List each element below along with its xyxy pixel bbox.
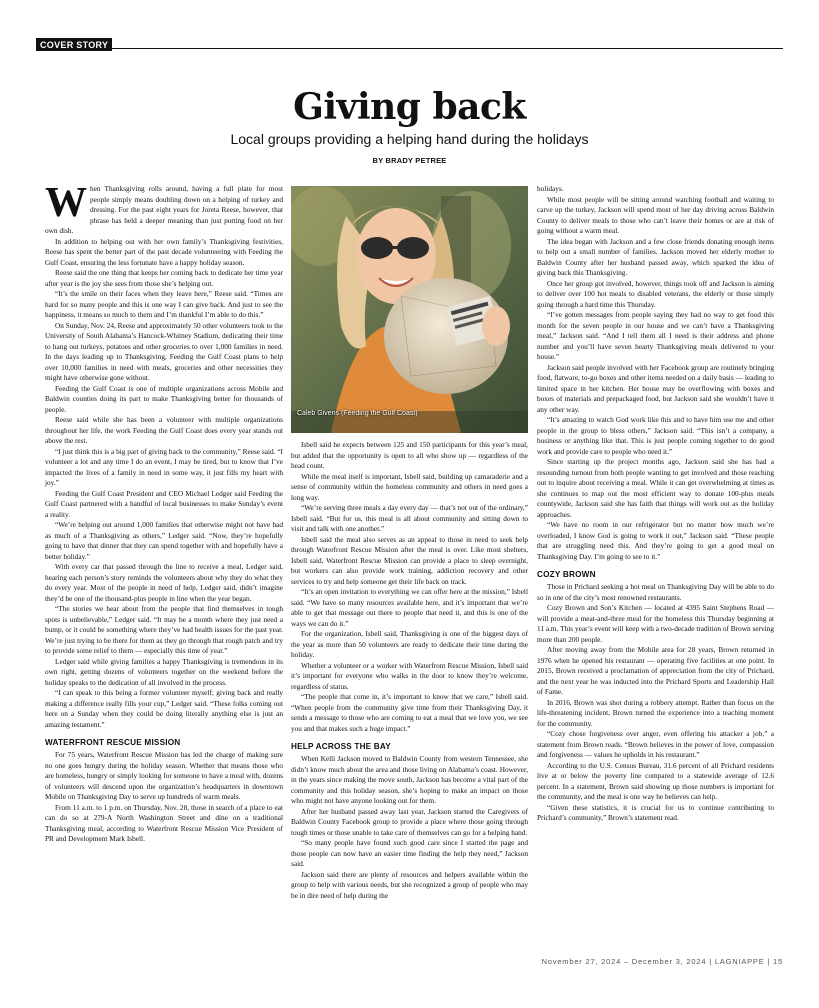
paragraph: Isbell said he expects between 125 and 150 participants for this year’s meal, but added that the opportunity is open to all who show up — regardless of the head count.	[291, 440, 528, 470]
paragraph: For the organization, Isbell said, Thanksgiving is one of the biggest days of the year as more than 50 volunteers are ready to dedicate their time during the holiday.	[291, 629, 528, 659]
section-label: COVER STORY	[36, 38, 112, 51]
paragraph: “Given these statistics, it is crucial for us to continue contributing to Prichard’s community,” Brown’s statement read.	[537, 802, 774, 822]
paragraph: “I just think this is a big part of giving back to the community,” Reese said. “I volunteer a lot and any time I do an event, I may be tired, but to know that I’ve impacted the lives of a family in need in some way, it just fills my heart with joy.”	[45, 446, 283, 487]
paragraph: Ledger said while giving families a happy Thanksgiving is tremendous in its own right, getting dozens of volunteers together on the weekend before the holiday speaks to the dedication of all involved in the process.	[45, 656, 283, 687]
paragraph: Isbell said the meal also serves as an appeal to those in need to seek help through Waterfront Rescue Mission after the meal is over. Like most shelters, Isbell said, Waterfront Rescue Mission can provide a place to sleep overnight, but workers can also provide work training, addiction recovery and other services to try and help someone get their life back on track.	[291, 534, 528, 586]
paragraph: In 2016, Brown was shot during a robbery attempt. Rather than focus on the life-threatening incident, Brown turned the experience into a teaching moment for the community.	[537, 697, 774, 728]
paragraph: After moving away from the Mobile area for 28 years, Brown returned in 1976 when he opened his restaurant — operating five facilities at one point. In 2015, Brown received a proclamation of appreciation from the city of Prichard, and the next year he was inducted into the Prichard Sports and Leadership Hall of Fame.	[537, 645, 774, 696]
paragraph: From 11 a.m. to 1 p.m. on Thursday, Nov. 28, those in search of a place to eat can do so at 279-A North Washington Street and dine on a traditional Thanksgiving meal, according to Waterfront Rescue Mission Vice President of PR and Development Mark Isbell.	[45, 802, 283, 843]
paragraph: “The people that come in, it’s important to know that we care,” Isbell said. “When people from the community give time from their Thanksgiving Day, it sends a message to those who are coming to eat a meal that we love you, we see you and that makes such a huge impact.”	[291, 692, 528, 733]
column-2	[291, 440, 528, 901]
paragraph: Jackson said people involved with her Facebook group are routinely bringing food, flatware, to-go boxes and other items needed on a daily basis — leading to limited space in her kitchen. Her house may be overflowing with boxes and boxes of materials and prepackaged food, but Jackson said she wouldn’t have it any other way.	[537, 362, 774, 414]
paragraph: When Thanksgiving rolls around, having a full plate for most people simply means doubling down on a helping of turkey and dressing. For the past eight years for Joreta Reese, however, that phrase has held a deeper meaning than just putting food on her own dish.	[45, 180, 283, 235]
paragraph: Since starting up the project months ago, Jackson said she has had a resounding turnout from both people wanting to get involved and those reaching out to inquire about receiving a meal. While it can get overwhelming at times as she continues to map out the most efficient way to donate 100-plus meals countywide, Jackson said she has faith that things will work out as the holiday approaches.	[537, 457, 774, 519]
paragraph: Jackson said there are plenty of resources and helpers available within the group to help with various needs, but she recognized a group of people who may be in dire need of help during the	[291, 869, 528, 900]
photo-illustration	[291, 186, 528, 433]
paragraph: With every car that passed through the line to receive a meal, Ledger said, hearing each person’s story reminds the volunteers about why they do what they do every year. Most of the people in need of help, Ledger said, didn’t imagine they’d be one of the thousand-plus people in line when the year began.	[45, 562, 283, 603]
paragraph: “The stories we hear about from the people that find themselves in tough spots is unbelievable,” Ledger said. “It may be a month where they just need a bump, or it could be something where they’ve had health issues for the past year. We’re just trying to be there for them as they go through that rough patch and try to provide some relief to them — especially this time of year.”	[45, 604, 283, 655]
paragraph: Feeding the Gulf Coast is one of multiple organizations across Mobile and Baldwin counties doing its part to make Thanksgiving better for thousands of people.	[45, 383, 283, 414]
paragraph: Feeding the Gulf Coast President and CEO Michael Ledger said Feeding the Gulf Coast partnered with a handful of local businesses to make Sunday’s event a reality.	[45, 488, 283, 519]
paragraph: “I can speak to this being a former volunteer myself; giving back and really making a difference really fills your cup,” Ledger said. “These folks coming out here on a Sunday when they could be doing literally anything else is just an amazing testament.”	[45, 688, 283, 729]
paragraph: When Kelli Jackson moved to Baldwin County from western Tennessee, she didn’t know much about the area and those living on Alabama’s coast. However, in the years since making the move south, Jackson has become a vital part of the community and this holiday season, she’s hoping to make an impact on those who might not have anyone looking out for them.	[291, 754, 528, 805]
paragraph: “It’s an open invitation to everything we can offer here at the mission,” Isbell said. “We have so many resources available here, and it’s important that we’re able to get that message out there to people that need it, and this is one of the ways we can do it.”	[291, 587, 528, 628]
paragraph: “It’s the smile on their faces when they leave here,” Reese said. “Times are hard for so many people and this is one way I can give back. And just to see the happiness, it means so much to them and I’m thankful I’m able to do this.”	[45, 289, 283, 319]
column-1	[45, 180, 283, 845]
section-heading: HELP ACROSS THE BAY	[291, 742, 391, 751]
paragraph: After her husband passed away last year, Jackson started the Caregivers of Baldwin County Facebook group to provide a place where those going through tough times or those unable to take care of themselves can go for a helping hand.	[291, 806, 528, 837]
drop-cap: W	[45, 180, 87, 226]
paragraph: Cozy Brown and Son’s Kitchen — located at 4395 Saint Stephens Road — will provide a meat-and-three meal for the homeless this Thursday beginning at 11 a.m. This year’s event will keep with a two-decade tradition of Brown serving more than 200 people.	[537, 603, 774, 644]
paragraph: “I’ve gotten messages from people saying they had no way to get food this month for the seven people in our house and we can’t have a Thanksgiving meal,” Jackson said. “And I tell them all I need is their address and phone number and you’ll have seven hearty Thanksgiving meals delivered to your house.”	[537, 310, 774, 361]
paragraph: holidays.	[537, 184, 564, 193]
paragraph: “It’s amazing to watch God work like this and to have him use me and other people in the group to bless others,” Jackson said. “This isn’t a company, a business or anything like that. This is just people coming together to do good work and provide care to people who need it.”	[537, 415, 774, 456]
paragraph: While the meal itself is important, Isbell said, building up camaraderie and a sense of community within the homeless community and others in need goes a long way.	[291, 471, 528, 502]
paragraph: The idea began with Jackson and a few close friends donating enough items to help out a small number of families. Jackson moved her elderly mother to Baldwin County after her husband passed away, which sparked the idea of giving back this Thanksgiving.	[537, 236, 774, 277]
paragraph: Once her group got involved, however, things took off and Jackson is aiming to deliver over 100 hot meals to disabled veterans, the elderly or those simply going through a hard time this Thursday.	[537, 278, 774, 309]
paragraph: While most people will be sitting around watching football and waiting to carve up the turkey, Jackson will spend most of her day driving across Baldwin County to deliver meals to those who can’t leave their homes or are at risk of going without a warm meal.	[537, 194, 774, 235]
section-heading: WATERFRONT RESCUE MISSION	[45, 738, 181, 747]
paragraph: Those in Prichard seeking a hot meal on Thanksgiving Day will be able to do so in one of the city’s most renowned restaurants.	[537, 582, 774, 602]
article-title: Giving back	[293, 86, 526, 128]
section-heading: COZY BROWN	[537, 570, 596, 579]
paragraph: Reese said while she has been a volunteer with multiple organizations throughout her life, the work Feeding the Gulf Coast does every year stands out above the rest.	[45, 415, 283, 445]
paragraph: Reese said the one thing that keeps her coming back to dedicate her time year after year is the joy she sees from those she’s helping out.	[45, 268, 283, 288]
paragraph: In addition to helping out with her own family’s Thanksgiving festivities, Reese has spent the better part of the past decade volunteering with Feeding the Gulf Coast, ensuring the less fortunate have a happy holiday season.	[45, 236, 283, 267]
photo-credit: Caleb Givens (Feeding the Gulf Coast)	[297, 410, 418, 417]
paragraph: Whether a volunteer or a worker with Waterfront Rescue Mission, Isbell said it’s important for everyone who walks in the door to know they’re welcome, regardless of status.	[291, 660, 528, 691]
section-kicker	[36, 35, 783, 49]
paragraph: “Cozy chose forgiveness over anger, even offering his attacker a job,” a statement from Brown reads. “Brown believes in the power of love, compassion and forgiveness — values he upholds in his restaurant.”	[537, 729, 774, 759]
paragraph: According to the U.S. Census Bureau, 31.6 percent of all Prichard residents live at or below the poverty line compared to a statewide average of 12.6 percent. In a statement, Brown said showing up those numbers is important for the community, and the meal is one way he believes can help.	[537, 760, 774, 801]
paragraph: For 75 years, Waterfront Rescue Mission has led the charge of making sure no one goes hungry during the holiday season. Whether that means those who are homeless, hungry or simply looking for someone to have a meal with, dozens of volunteers will descend upon the organization’s headquarters in downtown Mobile on Thanksgiving Day to serve up hundreds of warm meals.	[45, 750, 283, 801]
paragraph: On Sunday, Nov. 24, Reese and approximately 50 other volunteers took to the University of South Alabama’s Hancock-Whitney Stadium, dedicating their time to hang out turkeys, potatoes and other groceries to over 1,000 families in need. In the days leading up to Thanksgiving, Feeding the Gulf Coast plans to help over 10,000 families in need with meals, groceries and other necessities they might have otherwise gone without.	[45, 320, 283, 382]
paragraph: “We’re serving three meals a day every day — that’s not out of the ordinary,” Isbell said. “But for us, this meal is all about community and sitting down to visit and talk with one another.”	[291, 503, 528, 533]
article-subtitle: Local groups providing a helping hand during the holidays	[230, 131, 589, 147]
paragraph: “We’re helping out around 1,000 families that otherwise might not have had as much of a Thanksgiving as others,” Ledger said. “Now, they’re hopefully going to have that dinner that they can spend together with and hopefully have a better holiday.”	[45, 520, 283, 561]
page-footer: November 27, 2024 – December 3, 2024 | LAGNIAPPE | 15	[541, 957, 783, 966]
paragraph: “So many people have found such good care since I started the page and those people can now have an easier time finding the help they need,” Jackson said.	[291, 838, 528, 868]
paragraph: “We have no room in our refrigerator but no matter how much we’re overloaded, I know God is going to work it out,” Jackson said. “These people that are struggling need this. And they’re going to get a good meal on Thanksgiving Day. I’m going to see to it.”	[537, 520, 774, 561]
byline: BY BRADY PETREE	[372, 156, 447, 165]
column-3	[537, 184, 774, 824]
photo-woman-holding-turkey	[291, 186, 528, 433]
